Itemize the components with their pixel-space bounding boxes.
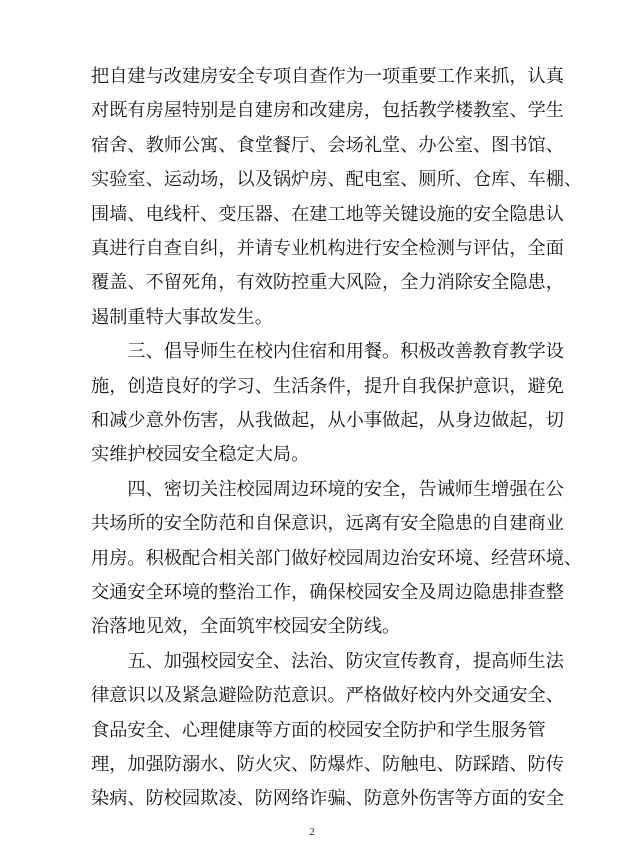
body-text-line-9: 三、倡导师生在校内住宿和用餐。积极改善教育教学设 bbox=[91, 341, 564, 362]
body-text-line-8: 遏制重特大事故发生。 bbox=[91, 307, 273, 328]
body-text-line-21: 理，加强防溺水、防火灾、防爆炸、防触电、防踩踏、防传 bbox=[91, 754, 564, 775]
body-text-line-22: 染病、防校园欺凌、防网络诈骗、防意外伤害等方面的安全 bbox=[91, 788, 564, 809]
body-text-line-20: 食品安全、心理健康等方面的校园安全防护和学生服务管 bbox=[91, 720, 546, 741]
body-text-line-11: 和减少意外伤害，从我做起，从小事做起，从身边做起，切 bbox=[91, 410, 564, 431]
body-text-line-12: 实维护校园安全稳定大局。 bbox=[91, 444, 310, 465]
body-text-line-2: 对既有房屋特别是自建房和改建房，包括教学楼教室、学生 bbox=[91, 100, 564, 121]
body-text-line-7: 覆盖、不留死角，有效防控重大风险，全力消除安全隐患， bbox=[91, 272, 564, 293]
body-text-line-5: 围墙、电线杆、变压器、在建工地等关键设施的安全隐患认 bbox=[91, 204, 564, 225]
body-text-line-13: 四、密切关注校园周边环境的安全，告诫师生增强在公 bbox=[91, 479, 564, 500]
body-text-line-4: 实验室、运动场，以及锅炉房、配电室、厕所、仓库、车棚、 bbox=[91, 169, 583, 190]
body-text-line-6: 真进行自查自纠，并请专业机构进行安全检测与评估，全面 bbox=[91, 238, 564, 259]
body-text-line-15: 用房。积极配合相关部门做好校园周边治安环境、经营环境、 bbox=[91, 548, 583, 569]
body-text-line-19: 律意识以及紧急避险防范意识。严格做好校内外交通安全、 bbox=[91, 685, 564, 706]
page-number: 2 bbox=[309, 826, 315, 838]
body-text-line-18: 五、加强校园安全、法治、防灾宣传教育，提高师生法 bbox=[91, 651, 564, 672]
body-text-line-17: 治落地见效，全面筑牢校园安全防线。 bbox=[91, 616, 401, 637]
body-text-line-14: 共场所的安全防范和自保意识，远离有安全隐患的自建商业 bbox=[91, 513, 564, 534]
body-text-line-1: 把自建与改建房安全专项自查作为一项重要工作来抓，认真 bbox=[91, 66, 564, 87]
body-text-line-3: 宿舍、教师公寓、食堂餐厅、会场礼堂、办公室、图书馆、 bbox=[91, 135, 564, 156]
body-text-line-10: 施，创造良好的学习、生活条件，提升自我保护意识，避免 bbox=[91, 376, 564, 397]
body-text-line-16: 交通安全环境的整治工作，确保校园安全及周边隐患排查整 bbox=[91, 582, 564, 603]
